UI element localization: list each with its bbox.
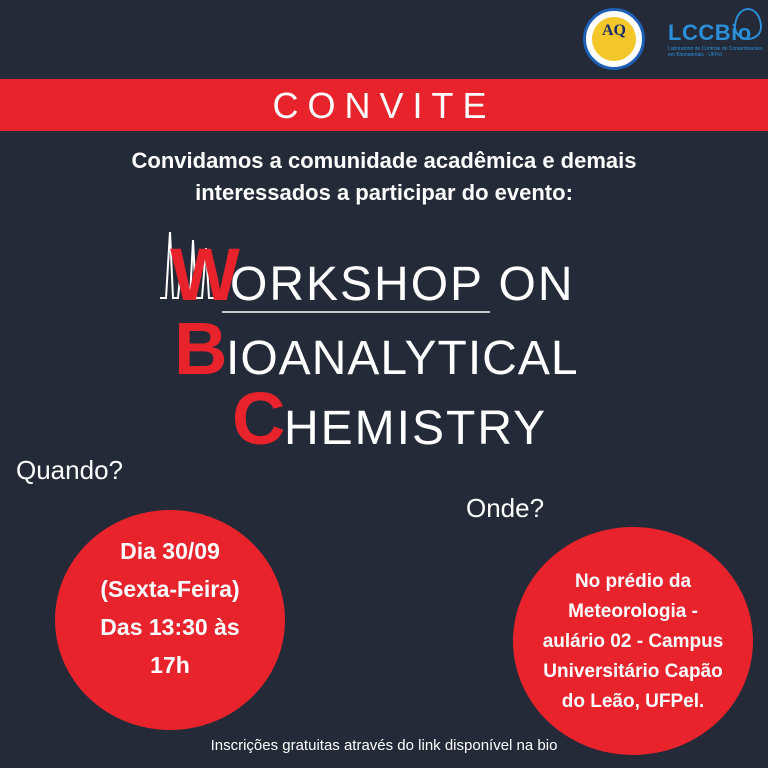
where-details	[520, 567, 746, 717]
banner-title: CONVITE	[272, 85, 496, 126]
when-line-3: Das 13:30 às	[100, 614, 240, 640]
title-initial-c: C	[232, 377, 286, 450]
registration-note: Inscrições gratuitas através do link disponível na bio	[210, 737, 558, 754]
where-line-3: aulário 02 - Campus	[542, 631, 724, 652]
seal-text: AQ	[602, 22, 626, 39]
workshop-title	[160, 228, 610, 450]
intro-text	[40, 145, 728, 209]
title-line-1: ORKSHOP ON	[230, 258, 575, 311]
title-line-3: HEMISTRY	[284, 402, 548, 450]
title-initial-w: W	[170, 233, 240, 316]
intro-line-1: Convidamos a comunidade acadêmica e demais	[131, 148, 637, 173]
title-initial-b: B	[174, 307, 228, 390]
where-line-2: Meteorologia -	[568, 601, 698, 622]
where-label: Onde?	[466, 493, 545, 523]
when-details	[55, 532, 285, 684]
intro-line-2: interessados a participar do evento:	[195, 180, 573, 205]
title-line-2: IOANALYTICAL	[226, 332, 579, 385]
when-line-1: Dia 30/09	[120, 538, 220, 564]
lccbio-subtitle: Laboratório de Controle de Contaminantes em Biomateriais - UFPel	[668, 46, 763, 58]
when-line-2: (Sexta-Feira)	[100, 576, 240, 602]
lccbio-logo	[664, 6, 764, 72]
where-line-4: Universitário Capão	[543, 661, 723, 682]
when-line-4: 17h	[150, 652, 190, 678]
university-seal-logo	[583, 8, 645, 70]
lccbio-mark: LCCBio	[668, 20, 752, 45]
where-line-1: No prédio da	[574, 571, 692, 592]
where-line-5: do Leão, UFPel.	[561, 691, 705, 712]
when-label: Quando?	[16, 455, 123, 485]
